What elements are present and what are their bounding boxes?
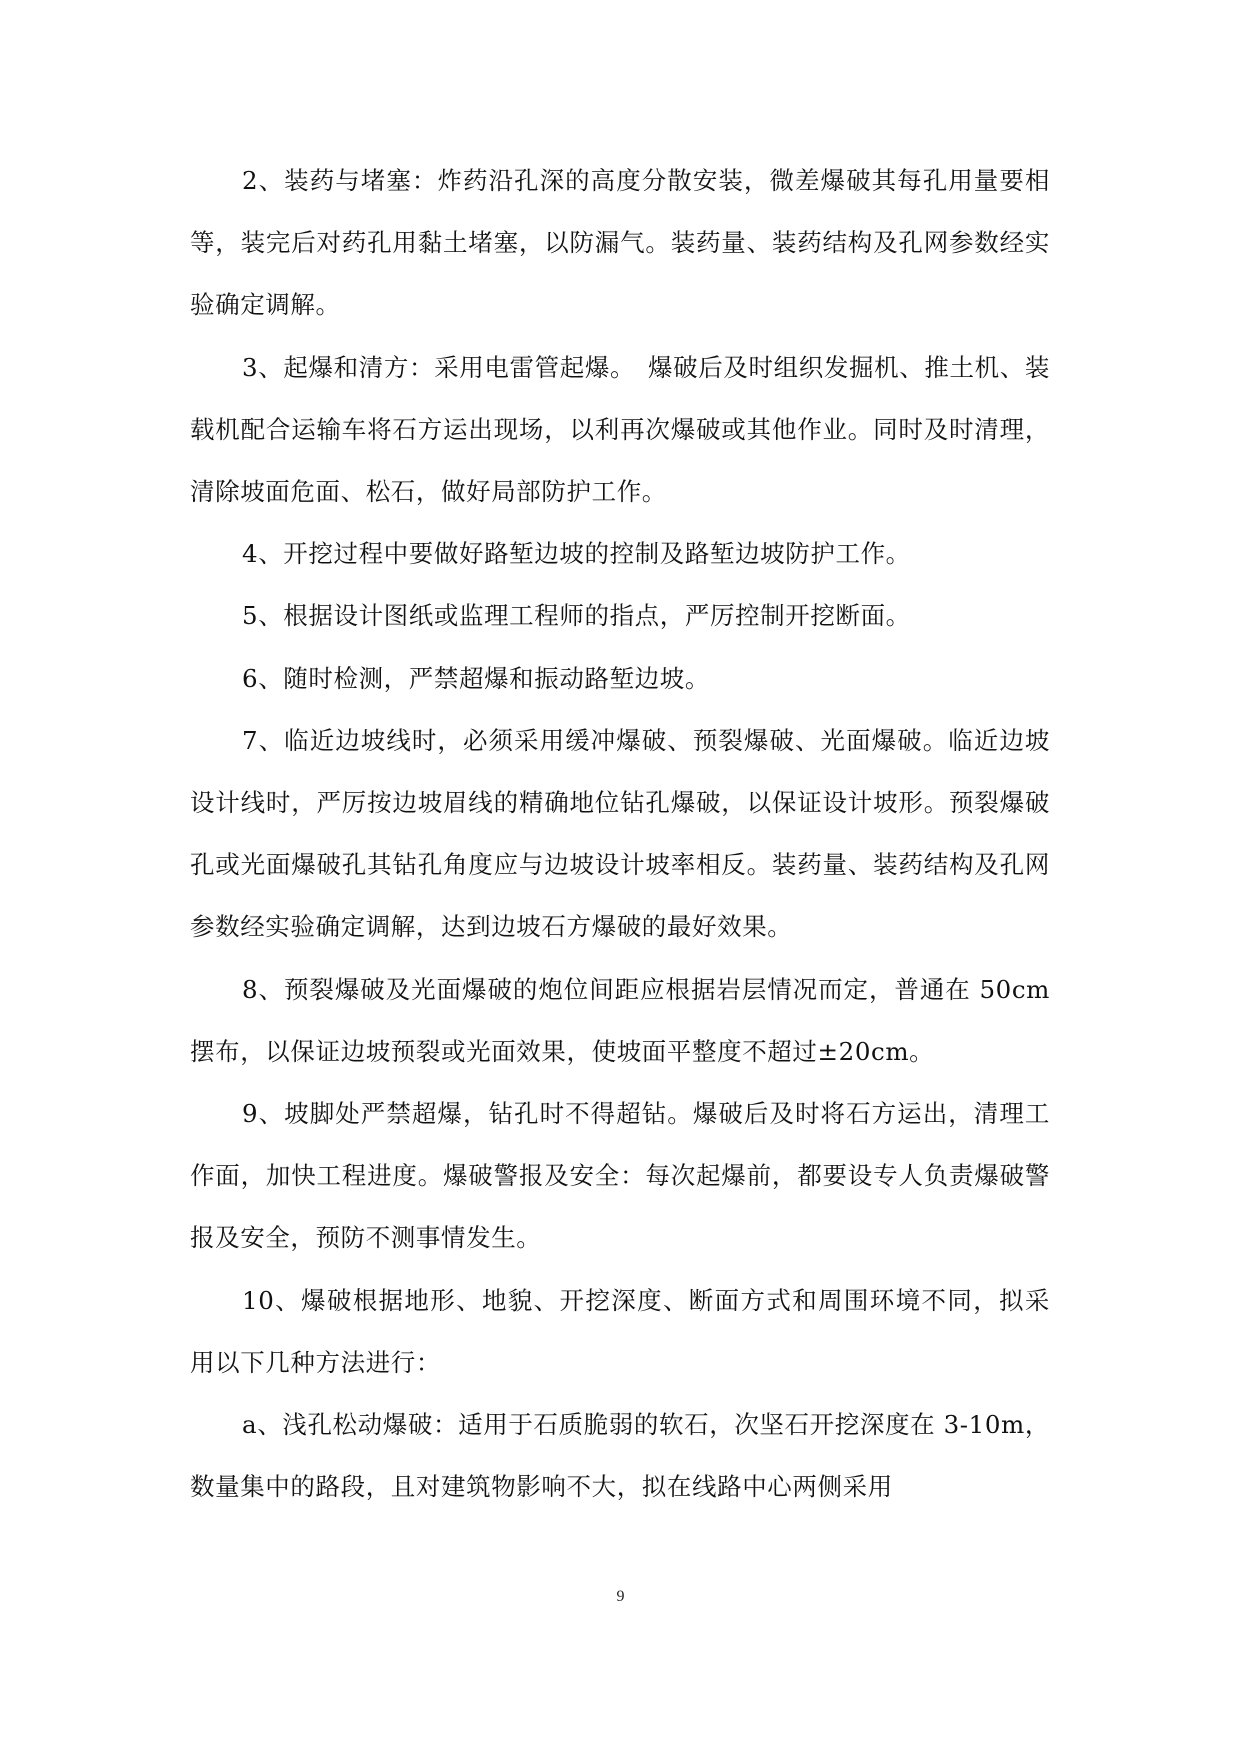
paragraph-shallow-hole-blasting: a、浅孔松动爆破：适用于石质脆弱的软石，次坚石开挖深度在 3-10m，数量集中的路段，且对建筑物影响不大，拟在线路中心两侧采用	[190, 1410, 1050, 1502]
paragraph-excavation-section: 5、根据设计图纸或监理工程师的指点，严厉控制开挖断面。	[242, 601, 911, 631]
paragraph-detonation-and-clearing: 3、起爆和清方：采用电雷管起爆。 爆破后及时组织发掘机、推土机、装载机配合运输车将石方运出现场，以利再次爆破或其他作业。同时及时清理，清除坡面危面、松石，做好局部防护工作。	[190, 352, 1050, 507]
page-number: 9	[616, 1588, 625, 1605]
paragraph-hole-spacing: 8、预裂爆破及光面爆破的炮位间距应根据岩层情况而定，普通在 50cm 摆布，以保证边坡预裂或光面效果，使坡面平整度不超过±20cm。	[190, 974, 1050, 1066]
paragraph-slope-toe-safety: 9、坡脚处严禁超爆，钻孔时不得超钻。爆破后及时将石方运出，清理工作面，加快工程进度。爆破警报及安全：每次起爆前，都要设专人负责爆破警报及安全，预防不测事情发生。	[190, 1099, 1050, 1253]
paragraph-presplit-smooth-blasting: 7、临近边坡线时，必须采用缓冲爆破、预裂爆破、光面爆破。临近边坡设计线时，严厉按边坡眉线的精确地位钻孔爆破，以保证设计坡形。预裂爆破孔或光面爆破孔其钻孔角度应与边坡设计坡率相反。装药量、装药结构及孔网参数经实验确定调解，达到边坡石方爆破的最好效果。	[190, 725, 1050, 942]
paragraph-blasting-methods: 10、爆破根据地形、地貌、开挖深度、断面方式和周围环境不同，拟采用以下几种方法进行：	[190, 1285, 1050, 1377]
paragraph-slope-control: 4、开挖过程中要做好路堑边坡的控制及路堑边坡防护工作。	[242, 539, 911, 569]
paragraph-charging-and-stemming: 2、装药与堵塞：炸药沿孔深的高度分散安装，微差爆破其每孔用量要相等，装完后对药孔用黏土堵塞，以防漏气。装药量、装药结构及孔网参数经实验确定调解。	[190, 166, 1050, 320]
paragraph-inspection: 6、随时检测，严禁超爆和振动路堑边坡。	[242, 663, 710, 693]
document-body	[190, 150, 1050, 1518]
